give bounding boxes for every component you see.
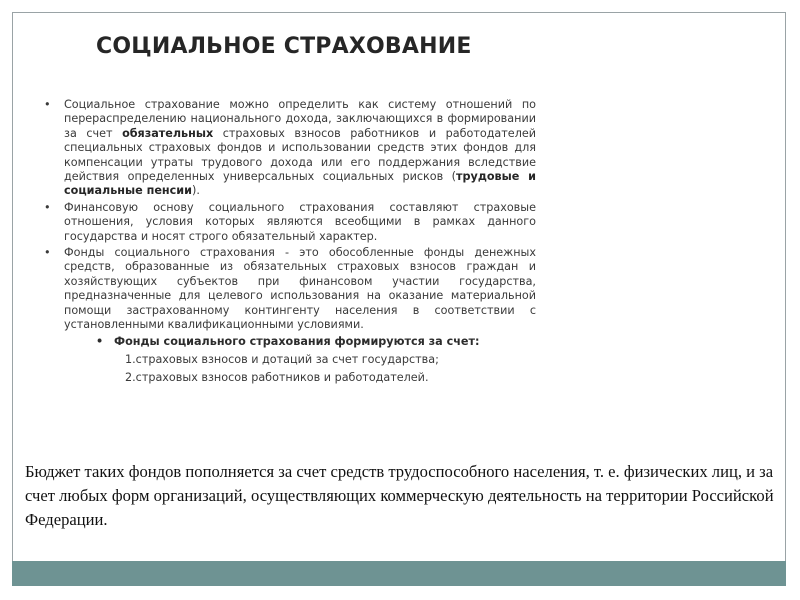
numbered-item-1: 1.страховых взносов и дотаций за счет государства; [125, 352, 439, 366]
bullet-paragraph-2: • Финансовую основу социального страхования составляют страховые отношения, условия которых являются всеобщими в рамках данного государства и носят строго обязательный характер. [44, 200, 536, 243]
slide-title: СОЦИАЛЬНОЕ СТРАХОВАНИЕ [96, 34, 472, 59]
bullet-paragraph-1: • Социальное страхование можно определить как систему отношений по перераспределению национального дохода, заключающихся в формировании за счет обязательных страховых взносов работников и работодателей специальных страховых фондов и использовании средств этих фондов для компенсации утраты трудового дохода или его поддержания вследствие действия определенных универсальных социальных рисков (трудовые и социальные пенсии). [44, 98, 536, 198]
numbered-item-2: 2.страховых взносов работников и работодателей. [125, 371, 429, 385]
bullet-dot-icon: • [44, 246, 51, 260]
slide-footer-bar [12, 561, 786, 586]
bullet-dot-icon: • [96, 334, 104, 348]
bold-term: обязательных [122, 126, 214, 140]
bold-term: трудовые и социальные пенсии [64, 170, 536, 198]
footnote-text: Бюджет таких фондов пополняется за счет средств трудоспособного населения, т. е. физических лиц, и за счет любых форм организаций, осуществляющих коммерческую деятельность на территории Российской Федерации. [25, 462, 774, 529]
bullet-paragraph-3: • Фонды социального страхования - это обособленные фонды денежных средств, образованные из обязательных страховых взносов граждан и хозяйствующих субъектов при финансовом участии государства, предназначенные для целевого использования на оказание материальной помощи застрахованному контингенту населения в соответствии с установленными квалификационными условиями. [44, 246, 536, 332]
slide-content [44, 98, 536, 390]
bullet-dot-icon: • [44, 98, 51, 111]
bullet-dot-icon: • [44, 200, 51, 214]
sub-bullet-heading: • Фонды социального страхования формируются за счет: [96, 334, 480, 348]
